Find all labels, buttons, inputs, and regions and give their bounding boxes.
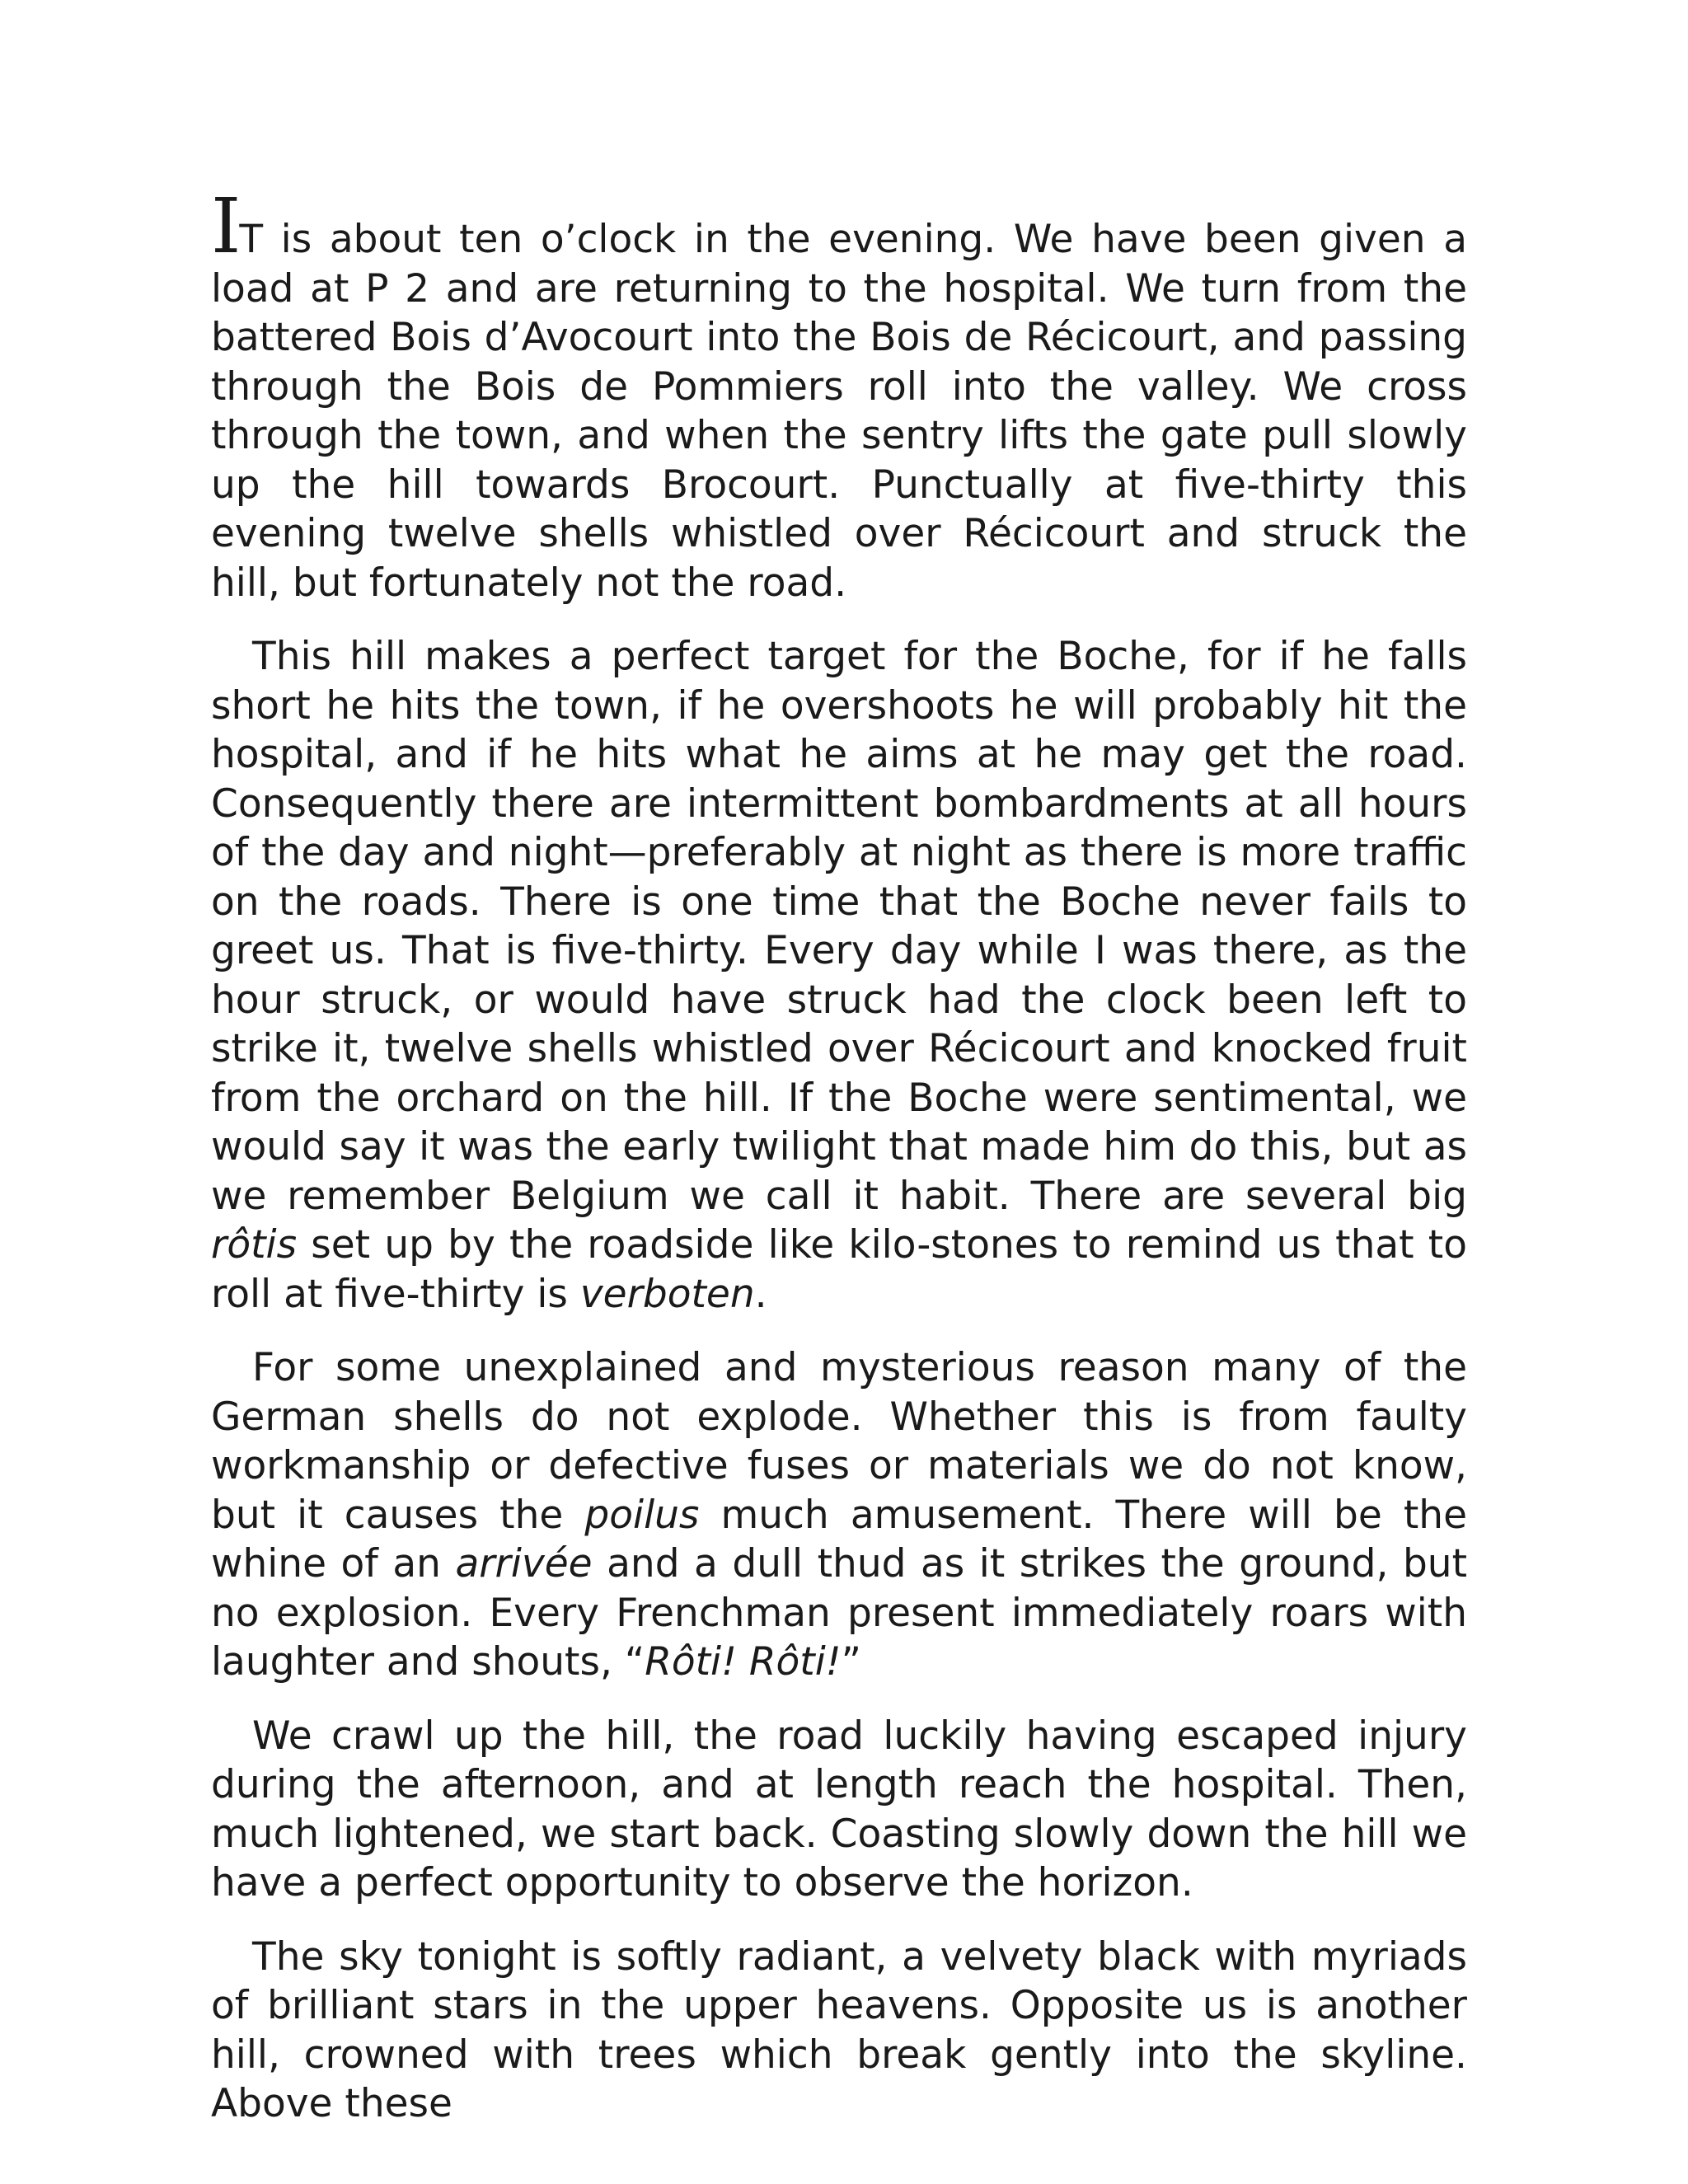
paragraph-5 <box>211 1933 1467 2129</box>
paragraph-4 <box>211 1712 1467 1908</box>
italic-term-arrivee: arrivée <box>455 1541 593 1586</box>
paragraph-4-text: We crawl up the hill, the road luckily having escaped injury during the afternoon, and at length reach the hospital. Then, much lightened, we start back. Coasting slowly down the hill we have a perfect opportunity to observe the horizon. <box>211 1713 1467 1905</box>
italic-quote-roti: Rôti! Rôti! <box>645 1639 842 1685</box>
drop-cap: I <box>211 182 241 270</box>
paragraph-5-text: The sky tonight is softly radiant, a velvety black with myriads of brilliant stars in the upper heavens. Opposite us is another hill, crowned with trees which break gently into the skyline. Above these <box>211 1933 1467 2126</box>
paragraph-2-text-b: set up by the roadside like kilo-stones to remind us that to roll at five-thirty is <box>211 1222 1467 1317</box>
paragraph-1-text: T is about ten o’clock in the evening. We have been given a load at P 2 and are returning to the hospital. We turn from the battered Bois d’Avocourt into the Bois de Récicourt, and passing through the Bois de Pommiers roll into the valley. We cross through the town, and when the sentry lifts the gate pull slowly up the hill towards Brocourt. Punctually at five-thirty this evening twelve shells whistled over Récicourt and struck the hill, but fortunately not the road. <box>211 217 1467 606</box>
paragraph-2-text-a: This hill makes a perfect target for the Boche, for if he falls short he hits the town, if he overshoots he will probably hit the hospital, and if he hits what he aims at he may get the road. Consequently there are intermittent bombardments at all hours of the day and night—preferably at night as there is more traffic on the roads. There is one time that the Boche never fails to greet us. That is five-thirty. Every day while I was there, as the hour struck, or would have struck had the clock been left to strike it, twelve shells whistled over Récicourt and knocked fruit from the orchard on the hill. If the Boche were sentimental, we would say it was the early twilight that made him do this, but as we remember Belgium we call it habit. There are several big <box>211 634 1467 1219</box>
paragraph-3-text-c: and a dull thud as it strikes the ground, but no explosion. Every Frenchman present immediately roars with laughter and shouts, “ <box>211 1541 1467 1685</box>
paragraph-2 <box>211 632 1467 1319</box>
italic-term-poilus: poilus <box>584 1492 700 1538</box>
paragraph-3-text-a: For some unexplained and mysterious reason many of the German shells do not explode. Whether this is from faulty workmanship or defective fuses or materials we do not know, but it causes the <box>211 1345 1467 1538</box>
paragraph-1 <box>211 182 1467 607</box>
page-body <box>211 182 1467 2154</box>
italic-term-verboten: verboten <box>579 1271 755 1317</box>
paragraph-2-text-c: . <box>754 1271 767 1317</box>
paragraph-3-text-b: much amusement. There will be the whine of an <box>211 1492 1467 1586</box>
italic-term-rotis: rôtis <box>211 1222 298 1268</box>
paragraph-3-text-d: ” <box>841 1639 861 1685</box>
paragraph-3 <box>211 1343 1467 1687</box>
